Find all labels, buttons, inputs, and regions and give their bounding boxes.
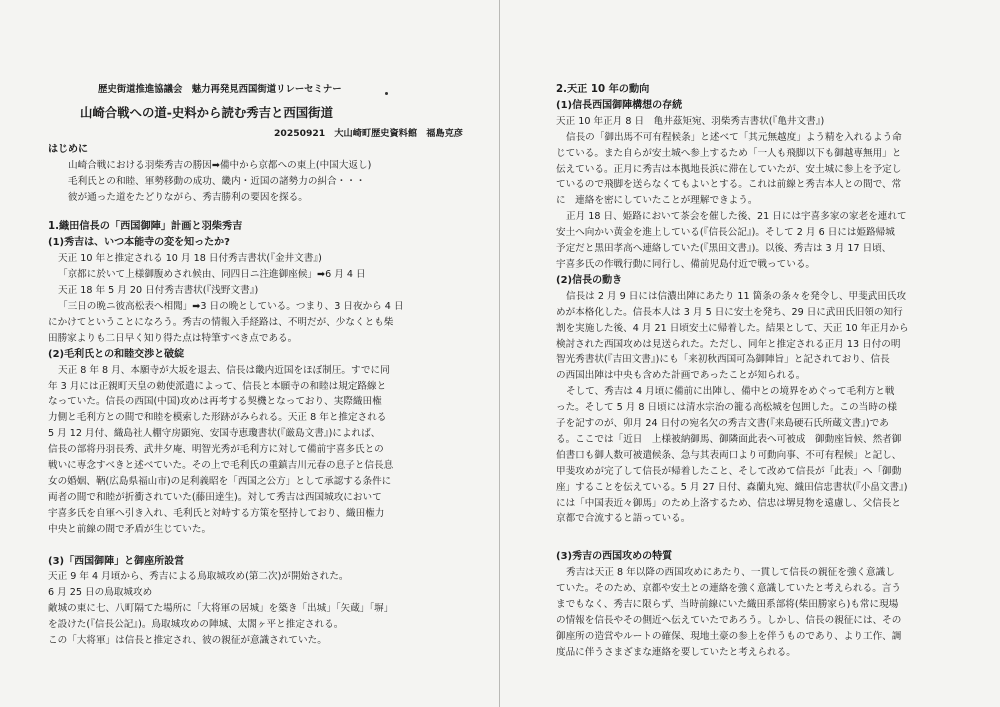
text-line: った。そして 5 月 8 日頃には清水宗治の籠る高松城を包囲した。この当時の様 — [556, 402, 897, 414]
text-line: 京都で合流すると語っている。 — [556, 513, 691, 525]
text-line: 天正 18 年 5 月 20 日付秀吉書状(『浅野文書』) — [58, 285, 259, 297]
text-line: 力側と毛利方との間で和睦を模索した形跡がみられる。天正 8 年と推定される — [48, 412, 387, 424]
seminar-header: 歴史街道推進協議会 魅力再発見西国街道リレーセミナー — [98, 84, 342, 95]
section-2-sub-2-body — [556, 289, 981, 528]
text-line: 天正 8 年 8 月、本願寺が大坂を退去、信長は畿内近国をほぼ制圧。すでに同 — [58, 364, 390, 376]
text-line: ていた。そのため、京都や安土との連絡を強く意識していたと考えられる。言う — [556, 583, 901, 595]
text-line: に 連絡を密にしていたことが理解できよう。 — [556, 195, 758, 207]
text-line: 予定だと黒田孝高へ連絡していた(『黒田文書』)。以後、秀吉は 3 月 17 日頃、 — [556, 243, 892, 255]
text-line: 安土へ向かい黄金を進上している(『信長公記』)。そして 2 月 6 日には姫路帰城 — [556, 227, 895, 239]
text-line: 女の婚姻、鞆(広島県福山市)の足利義昭を「西国之公方」として承認する条件に — [48, 475, 392, 487]
text-line: 宇喜多氏を自軍へ引き入れ、毛利氏と対峙する方策を堅持しており、織田権力 — [48, 507, 385, 519]
text-line: 6 月 25 日の鳥取城攻め — [48, 587, 153, 599]
text-line: の西国出陣は中央も含めた計画であったことが知られる。 — [556, 370, 806, 382]
text-line: 敵城の東に七、八町隔てた場所に「大将軍の居城」を築き「出城」「矢蔵」「塀」 — [48, 603, 394, 615]
section-2-sub-1-body — [556, 114, 981, 273]
byline: 20250921 大山崎町歴史資料館 福島克彦 — [274, 127, 463, 139]
text-line: の情報を信長やその側近へ伝えていたであろう。しかし、信長の親征には、その — [556, 615, 902, 626]
right-content — [556, 82, 981, 661]
text-line: る。ここでは「近日 上様被納御馬、御隣面此表へ可被成 御動座旨候、然者御 — [556, 433, 902, 445]
text-line: 「京都に於いて上様御腹めされ候由、同四日ニ注進御座候」➡6 月 4 日 — [58, 269, 366, 281]
section-1-sub-1-body — [48, 251, 483, 346]
section-1-sub-1-heading: (1)秀吉は、いつ本能寺の変を知ったか? — [48, 237, 230, 249]
left-content — [48, 82, 483, 649]
text-line: 天正 10 年と推定される 10 月 18 日付秀吉書状(『金井文書』) — [58, 253, 322, 265]
section-1-sub-2-heading: (2)毛利氏との和睦交渉と破綻 — [48, 348, 185, 360]
text-line: じている。また自らが安土城へ参上するため「一人も飛脚以下も御越専無用」と — [556, 147, 902, 159]
text-line: 戦いに専念すべきと述べていた。その上で毛利氏の重鎮吉川元春の息子と信長息 — [48, 460, 394, 472]
text-line: 山崎合戦における羽柴秀吉の勝因➡備中から京都への東上(中国大返し) — [68, 159, 372, 171]
section-1-heading: 1.織田信長の「西国御陣」計画と羽柴秀吉 — [48, 221, 243, 233]
text-line: 検討された西国攻めは見送られた。ただし、同年と推定される正月 13 日付の明 — [556, 338, 901, 350]
section-2-heading: 2.天正 10 年の動向 — [556, 84, 650, 95]
text-line: 御座所の造営やルートの確保、現地土豪の参上を伴うものであり、より工作、調 — [556, 630, 902, 642]
right-page — [500, 0, 1000, 707]
intro-heading: はじめに — [48, 143, 88, 155]
text-line: 子を記すのが、卯月 24 日付の宛名欠の秀吉文書(『来島硬石氏所蔵文書』)であ — [556, 418, 889, 430]
text-line: 「三日の晩ニ彼高松表へ相聞」➡3 日の晩としている。つまり、3 日夜から 4 日 — [58, 300, 404, 312]
text-line: 年 3 月には正親町天皇の勅使派遣によって、信長と本願寺の和睦は規定路線と — [48, 380, 387, 392]
text-line: この「大将軍」は信長と推定され、彼の親征が意識されていた。 — [48, 635, 327, 647]
text-line: にかけてということになろう。秀吉の情報入手経路は、不明だが、少なくとも柴 — [48, 316, 394, 328]
text-line: 毛利氏との和睦、軍勢移動の成功、畿内・近国の諸勢力の糾合・・・ — [68, 175, 366, 187]
intro-paragraph — [48, 158, 483, 206]
text-line: 中央と前線の間で矛盾が生じていた。 — [48, 523, 212, 535]
text-line: 彼が通った道をたどりながら、秀吉勝利の要因を探る。 — [68, 191, 308, 203]
section-1-sub-3-body — [48, 569, 483, 649]
text-line: 天正 10 年正月 8 日 亀井茲矩宛、羽柴秀吉書状(『亀井文書』) — [556, 115, 825, 127]
text-line: 田勝家よりも二日早く知り得た点は特筆すべき点である。 — [48, 332, 298, 344]
text-line: を設けた(『信長公記』)。鳥取城攻めの陣城、太閤ヶ平と推定される。 — [48, 619, 344, 631]
section-1-sub-2-body — [48, 363, 483, 538]
text-line: 度品に伴うさまざまな連絡を要していたと考えられる。 — [556, 646, 796, 658]
text-line: 座」することを伝えている。5 月 27 日付、森蘭丸宛、織田信忠書状(『小畠文書』) — [556, 481, 908, 493]
text-line: 天正 9 年 4 月頃から、秀吉による鳥取城攻め(第二次)が開始された。 — [48, 571, 349, 583]
text-line: 伯書口も御人数可被遣候条、急与其表両口より可動向事、不可有程候」と記し、 — [556, 449, 902, 461]
text-line: なっていた。信長の西国(中国)攻めは再考する契機となっており、実際織田権 — [48, 396, 382, 408]
text-line: には「中国表近々御馬」のため上洛するため、信忠は堺見物を遠慮し、父信長と — [556, 497, 901, 509]
text-line: 甲斐攻めが完了して信長が帰着したこと、そして改めて信長が「此表」へ「御動 — [556, 465, 902, 477]
text-line: 信長の部将丹羽長秀、武井夕庵、明智光秀が毛利方に対して備前宇喜多氏との — [48, 444, 384, 456]
text-line: 伝えている。正月に秀吉は本拠地長浜に滞在していたが、安土城に参上を予定し — [556, 163, 902, 175]
text-line: めが本格化した。信長本人は 3 月 5 日に安土を発ち、29 日に武田氏旧領の知行 — [556, 306, 903, 318]
text-line: 智光秀書状(『吉田文書』)にも「来初秋西国可為御陣旨」と記されており、信長 — [556, 354, 890, 366]
text-line: 秀吉は天正 8 年以降の西国攻めにあたり、一貫して信長の親征を強く意識し — [566, 567, 895, 579]
text-line: 正月 18 日、姫路において茶会を催した後、21 日には宇喜多家の家老を連れて — [566, 211, 907, 223]
text-line: 割を実施した後、4 月 21 日頃安土に帰着した。結果として、天正 10 年正月から — [556, 322, 909, 334]
section-2-sub-3-body — [556, 565, 981, 660]
section-2-sub-2-heading: (2)信長の動き — [556, 274, 623, 286]
text-line: ているので飛脚を送らなくてもよいとする。これは前線と秀吉本人との間で、常 — [556, 179, 902, 191]
section-2-sub-1-heading: (1)信長西国御陣構想の存続 — [556, 99, 683, 111]
text-line: 5 月 12 月付、織島社人棚守房顕宛、安国寺恵瓊書状(『厳島文書』)によれば、 — [48, 428, 381, 440]
text-line: そして、秀吉は 4 月頃に備前に出陣し、備中との境界をめぐって毛利方と戦 — [566, 386, 895, 398]
text-line: 信長の「御出馬不可有程候条」と述べて「其元無越度」よう精を入れるよう命 — [566, 131, 902, 143]
section-2-sub-3-heading: (3)秀吉の西国攻めの特質 — [556, 551, 673, 563]
text-line: までもなく、秀吉に限らず、当時前線にいた織田系部将(柴田勝家ら)も常に現場 — [556, 599, 899, 611]
text-line: 宇喜多氏の作戦行動に同行し、備前児島付近で戦っている。 — [556, 258, 816, 270]
text-line: 信長は 2 月 9 日には信濃出陣にあたり 11 箇条の条々を発令し、甲斐武田氏攻 — [566, 290, 907, 302]
document-title: 山崎合戦への道-史料から読む秀吉と西国街道 — [80, 104, 333, 120]
section-1-sub-3-heading: (3)「西国御陣」と御座所設営 — [48, 555, 185, 567]
text-line: 両者の間で和睦が折衝されていた(藤田達生)。対して秀吉は西国城攻において — [48, 491, 382, 503]
